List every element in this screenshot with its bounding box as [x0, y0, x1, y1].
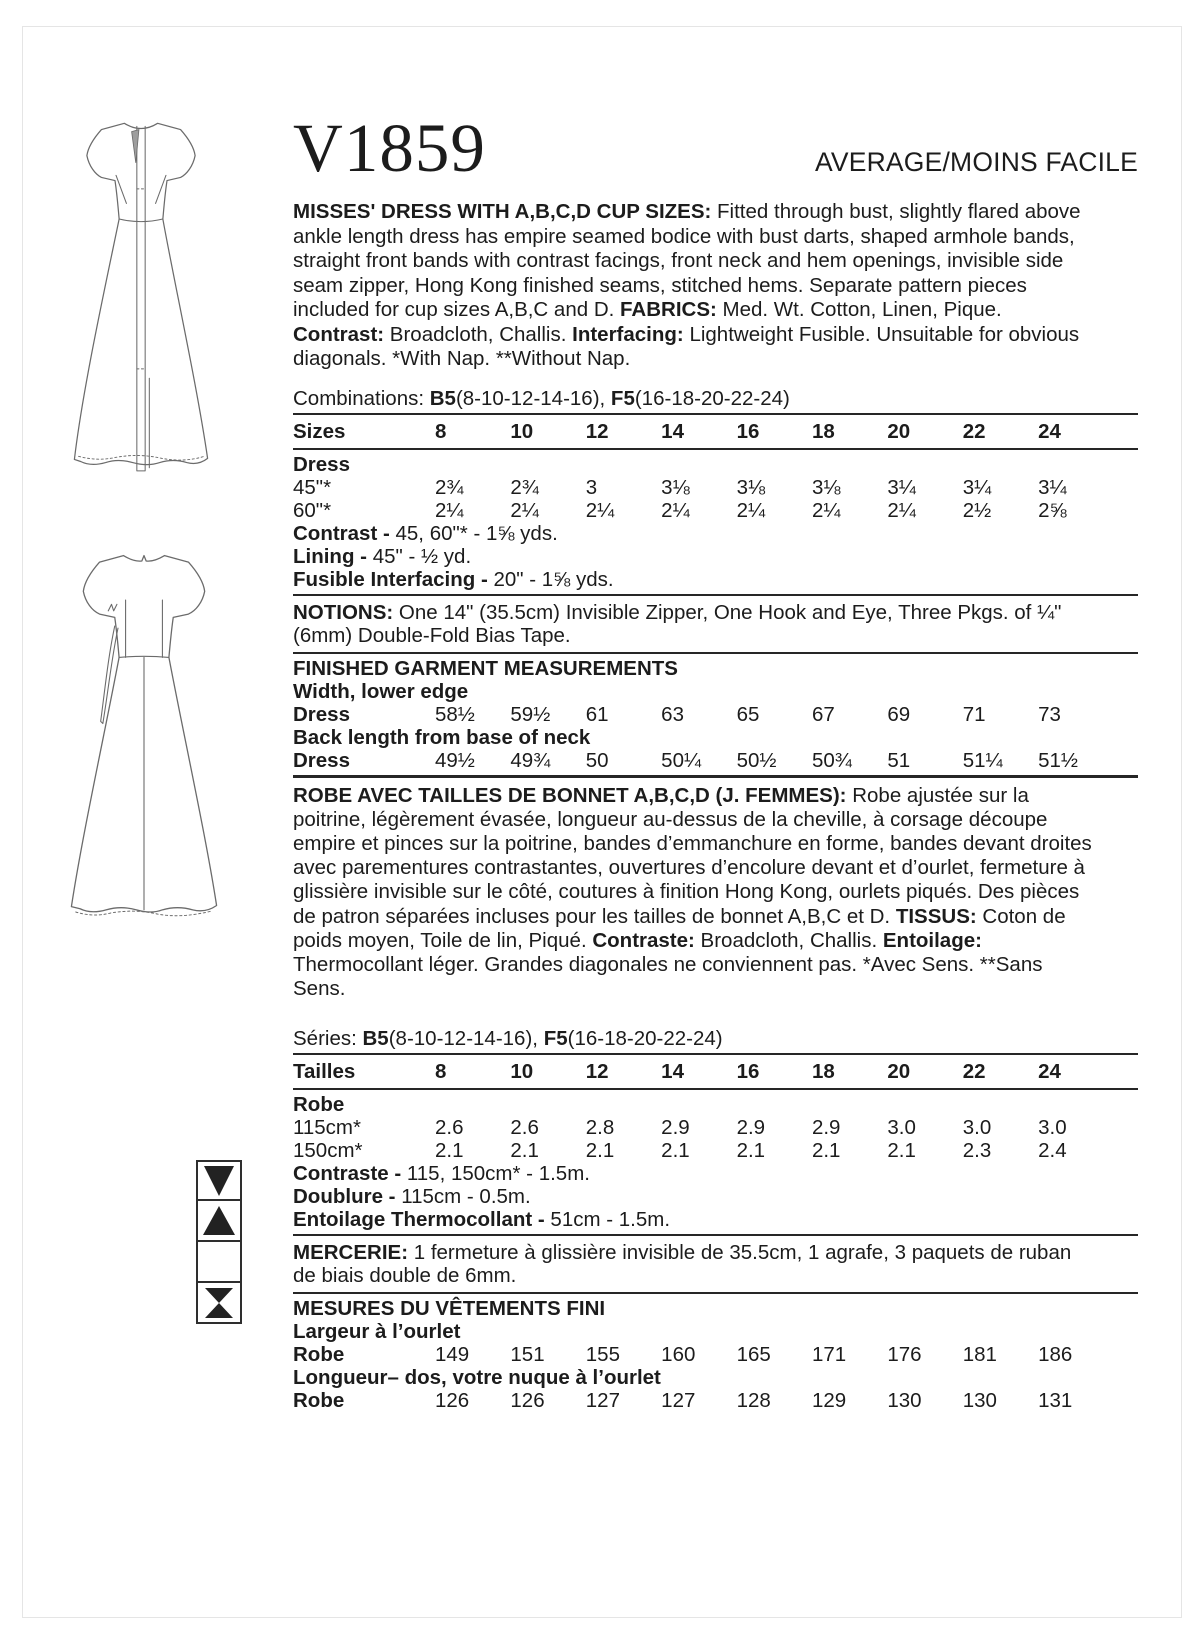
nap-symbol-blank: [196, 1242, 242, 1283]
table-cell: 2¼: [661, 498, 690, 522]
main-text-column: [293, 110, 1138, 1412]
size-table-header: [293, 418, 1138, 445]
doublure-note: Doublure - 115cm - 0.5m.: [293, 1185, 531, 1209]
table-cell: 2.8: [585, 1116, 615, 1140]
table-cell: 8: [435, 1060, 447, 1084]
table-cell: 176: [887, 1343, 922, 1367]
table-cell: 51½: [1038, 748, 1079, 772]
back-length-label: Back length from base of neck: [293, 725, 591, 749]
table-row: Robe 149 151 155 160 165 171 176 181 186: [293, 1343, 1138, 1366]
table-cell: 126: [510, 1389, 545, 1413]
table-cell: 2¾: [510, 475, 539, 499]
finished-measurements-title: FINISHED GARMENT MEASUREMENTS: [293, 656, 678, 680]
table-cell: 171: [811, 1343, 847, 1367]
table-cell: 2.9: [811, 1116, 841, 1140]
table-cell: 63: [661, 702, 684, 726]
table-cell: 50¼: [661, 748, 702, 772]
back-darts: [126, 600, 163, 657]
tailles-table-header: [293, 1058, 1138, 1085]
table-cell: 126: [435, 1389, 470, 1413]
table-cell: 22: [962, 419, 986, 443]
rule-divider: [293, 775, 1138, 778]
lining-note: Lining - 45" - ½ yd.: [293, 544, 472, 568]
table-cell: 2⅝: [1038, 498, 1067, 522]
table-cell: 2.3: [962, 1139, 992, 1163]
table-cell: 14: [661, 1060, 684, 1084]
table-cell: 50¾: [811, 748, 852, 772]
table-cell: 2.1: [510, 1139, 539, 1163]
table-cell: 165: [736, 1343, 771, 1367]
nap-symbols-strip: [196, 1160, 242, 1324]
table-cell: 51¼: [962, 748, 1003, 772]
table-cell: 2.9: [661, 1116, 690, 1140]
nap-symbol-triangle-down-icon: [196, 1160, 242, 1201]
table-cell: 3⅛: [811, 475, 841, 499]
table-cell: 3.0: [1038, 1116, 1067, 1140]
rule-divider: [293, 1234, 1138, 1236]
table-row: Robe 126 126 127 127 128 129 130 130 131: [293, 1389, 1138, 1412]
table-cell: 127: [661, 1389, 696, 1413]
rule-divider: [293, 1088, 1138, 1090]
front-contrast-facing-wedge: [132, 130, 139, 163]
pattern-number: V1859: [293, 110, 486, 186]
width-lower-edge-label: Width, lower edge: [293, 679, 469, 703]
table-cell: 2¾: [435, 475, 464, 499]
table-cell: 10: [510, 419, 534, 443]
table-cell: 67: [811, 702, 835, 726]
french-description: ROBE AVEC TAILLES DE BONNET A,B,C,D (J. FEMMES): Robe ajustée sur la poitrine, légèrement évasée, longueur au-dessus de la cheville, à corsage découpe empire et pinces sur la poitrine, bandes d’emmanchure en forme, bandes devant droites avec parementures contrastantes, ouvertures d’encolure devant et d’ourlet, fermeture à glissière invisible sur le côté, coutures à finition Hong Kong, ourlets piqués. Des pièces de patron séparées incluses pour les tailles de bonnet A,B,C et D. TISSUS: Coton de poids moyen, Toile de lin, Piqué. Contraste: Broadcloth, Challis. Entoilage: Thermocollant léger. Grandes diagonales ne conviennent pas. *Avec Sens. **Sans Sens.: [293, 783, 1092, 1001]
dress-back-illustration: [54, 548, 234, 938]
table-cell: 2¼: [887, 498, 916, 522]
table-cell: 16: [736, 419, 760, 443]
table-cell: 2.9: [736, 1116, 766, 1140]
table-cell: 129: [811, 1389, 847, 1413]
table-cell: 2¼: [435, 498, 464, 522]
table-cell: 186: [1038, 1343, 1073, 1367]
table-cell: 12: [585, 419, 609, 443]
table-cell: 2¼: [811, 498, 841, 522]
table-cell: 3¼: [962, 475, 992, 499]
english-description-title: MISSES' DRESS WITH A,B,C,D CUP SIZES:: [293, 200, 712, 223]
rule-divider: [293, 1292, 1138, 1294]
table-cell: 49¾: [510, 748, 551, 772]
table-cell: 3.0: [962, 1116, 992, 1140]
entoilage-note: Entoilage Thermocollant - 51cm - 1.5m.: [293, 1208, 671, 1232]
table-cell: 8: [435, 419, 447, 443]
french-description-title: ROBE AVEC TAILLES DE BONNET A,B,C,D (J. FEMMES):: [293, 783, 847, 807]
table-cell: 50: [585, 748, 609, 772]
table-row: Dress 58½ 59½ 61 63 65 67 69 71 73: [293, 703, 1138, 726]
table-cell: 130: [887, 1389, 922, 1413]
table-cell: 2½: [962, 498, 992, 522]
rule-divider: [293, 594, 1138, 596]
fusible-interfacing-note: Fusible Interfacing - 20" - 1⅝ yds.: [293, 567, 614, 591]
combinations-line: Combinations: B5(8-10-12-14-16), F5(16-18-20-22-24): [293, 386, 790, 410]
table-cell: 2.1: [661, 1139, 690, 1163]
table-cell: 3.0: [887, 1116, 916, 1140]
dress-group-label: Dress: [293, 452, 350, 476]
table-cell: 128: [736, 1389, 771, 1413]
table-cell: 3¼: [887, 475, 916, 499]
table-cell: 160: [661, 1343, 696, 1367]
size-table-header-cells: [435, 420, 1138, 443]
table-cell: 2.1: [887, 1139, 916, 1163]
table-row: 150cm* 2.1 2.1 2.1 2.1 2.1 2.1 2.1 2.3 2.4: [293, 1139, 1138, 1162]
table-cell: 127: [585, 1389, 620, 1413]
table-cell: 130: [962, 1389, 997, 1413]
table-cell: 2.4: [1038, 1139, 1067, 1163]
table-cell: 2.6: [510, 1116, 539, 1140]
table-cell: 65: [736, 702, 760, 726]
contrast-note: Contrast - 45, 60"* - 1⅝ yds.: [293, 521, 558, 545]
difficulty-label: AVERAGE/MOINS FACILE: [814, 147, 1138, 177]
table-row: Dress 49½ 49¾ 50 50¼ 50½ 50¾ 51 51¼ 51½: [293, 749, 1138, 772]
table-cell: 149: [435, 1343, 470, 1367]
table-cell: 20: [887, 419, 911, 443]
table-cell: 155: [585, 1343, 620, 1367]
table-cell: 71: [962, 702, 986, 726]
nap-symbol-hourglass-icon: [196, 1283, 242, 1324]
mercerie-paragraph: MERCERIE: 1 fermeture à glissière invisible de 35.5cm, 1 agrafe, 3 paquets de ruban de biais double de 6mm.: [293, 1241, 1072, 1288]
front-hem-stitching: [79, 455, 205, 460]
table-cell: 3¼: [1038, 475, 1067, 499]
table-cell: 61: [585, 702, 609, 726]
table-cell: 49½: [435, 748, 475, 772]
nap-symbol-triangle-up-icon: [196, 1201, 242, 1242]
table-cell: 12: [585, 1060, 609, 1084]
table-cell: 2¼: [585, 498, 615, 522]
table-cell: 16: [736, 1060, 760, 1084]
table-cell: 50½: [736, 748, 777, 772]
size-table-header-label: Sizes: [293, 419, 346, 443]
largeur-label: Largeur à l’ourlet: [293, 1320, 461, 1344]
mesures-title: MESURES DU VÊTEMENTS FINI: [293, 1297, 606, 1321]
dress-front-illustration: [64, 116, 218, 499]
table-cell: 24: [1038, 419, 1061, 443]
series-line: Séries: B5(8-10-12-14-16), F5(16-18-20-22-24): [293, 1027, 723, 1051]
front-outline: [74, 123, 207, 464]
table-cell: 2.1: [585, 1139, 615, 1163]
table-cell: 2¼: [736, 498, 766, 522]
table-row: 45"* 2¾ 2¾ 3 3⅛ 3⅛ 3⅛ 3¼ 3¼ 3¼: [293, 476, 1138, 499]
table-cell: 51: [887, 748, 911, 772]
table-cell: 10: [510, 1060, 534, 1084]
front-opening-marks: [137, 189, 145, 369]
table-cell: 131: [1038, 1389, 1073, 1413]
table-row: 115cm* 2.6 2.6 2.8 2.9 2.9 2.9 3.0 3.0 3.0: [293, 1116, 1138, 1139]
rule-divider: [293, 1053, 1138, 1055]
table-cell: 73: [1038, 702, 1061, 726]
table-cell: 69: [887, 702, 911, 726]
notions-paragraph: NOTIONS: One 14" (35.5cm) Invisible Zipper, One Hook and Eye, Three Pkgs. of ¼" (6mm) Double-Fold Bias Tape.: [293, 600, 1062, 647]
longueur-label: Longueur– dos, votre nuque à l’ourlet: [293, 1366, 661, 1390]
table-cell: 20: [887, 1060, 911, 1084]
table-cell: 2.1: [811, 1139, 841, 1163]
table-cell: 18: [811, 419, 835, 443]
robe-group-label: Robe: [293, 1093, 345, 1117]
table-cell: 151: [510, 1343, 545, 1367]
table-cell: 2.6: [435, 1116, 464, 1140]
table-cell: 2¼: [510, 498, 539, 522]
table-cell: 2.1: [736, 1139, 766, 1163]
front-center-band: [137, 126, 145, 470]
table-cell: 22: [962, 1060, 986, 1084]
table-cell: 3: [585, 475, 598, 499]
title-bar: [293, 110, 1138, 186]
table-cell: 24: [1038, 1060, 1061, 1084]
tailles-table-header-label: Tailles: [293, 1060, 356, 1084]
table-cell: 14: [661, 419, 684, 443]
tailles-table-header-cells: [435, 1060, 1138, 1083]
table-cell: 2.1: [435, 1139, 464, 1163]
rule-divider: [293, 413, 1138, 415]
front-empire-seam: [119, 219, 163, 222]
front-bust-darts: [116, 175, 166, 203]
table-cell: 18: [811, 1060, 835, 1084]
table-cell: 181: [962, 1343, 997, 1367]
rule-divider: [293, 652, 1138, 654]
contraste-note: Contraste - 115, 150cm* - 1.5m.: [293, 1162, 590, 1186]
english-description: MISSES' DRESS WITH A,B,C,D CUP SIZES: Fitted through bust, slightly flared above ankle length dress has empire seamed bodice with bust darts, shaped armhole bands, straight front bands with contrast facings, front neck and hem openings, invisible side seam zipper, Hong Kong finished seams, stitched hems. Separate pattern pieces included for cup sizes A,B,C and D. FABRICS: Med. Wt. Cotton, Linen, Pique. Contrast: Broadcloth, Challis. Interfacing: Lightweight Fusible. Unsuitable for obvious diagonals. *With Nap. **Without Nap.: [293, 200, 1081, 370]
table-cell: 58½: [435, 702, 475, 726]
rule-divider: [293, 448, 1138, 450]
table-cell: 3⅛: [736, 475, 766, 499]
table-cell: 3⅛: [661, 475, 690, 499]
table-row: 60"* 2¼ 2¼ 2¼ 2¼ 2¼ 2¼ 2¼ 2½ 2⅝: [293, 499, 1138, 522]
table-cell: 59½: [510, 702, 551, 726]
